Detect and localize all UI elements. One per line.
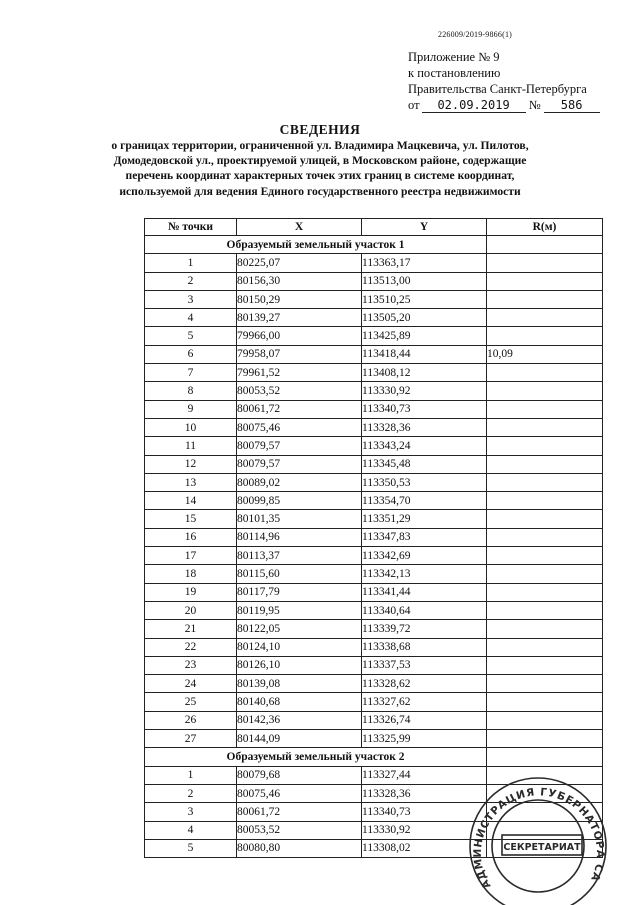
cell-y: 113328,36 <box>362 418 487 436</box>
cell-point-number: 16 <box>145 528 237 546</box>
table-row <box>145 309 603 327</box>
cell-x: 80126,10 <box>237 656 362 674</box>
cell-point-number: 7 <box>145 364 237 382</box>
cell-point-number: 24 <box>145 675 237 693</box>
cell-x: 80117,79 <box>237 583 362 601</box>
cell-y: 113340,64 <box>362 601 487 619</box>
cell-y: 113325,99 <box>362 730 487 748</box>
table-row <box>145 290 603 308</box>
cell-point-number: 15 <box>145 510 237 528</box>
cell-x: 80150,29 <box>237 290 362 308</box>
cell-radius <box>487 711 603 729</box>
cell-radius <box>487 309 603 327</box>
stamp-ring-text: АДМИНИСТРАЦИЯ ГУБЕРНАТОРА САНКТ-ПЕТЕРБУРГА <box>463 777 607 891</box>
cell-y: 113327,44 <box>362 766 487 784</box>
cell-point-number: 19 <box>145 583 237 601</box>
cell-point-number: 23 <box>145 656 237 674</box>
section-title-empty-cell <box>487 236 603 254</box>
cell-x: 79958,07 <box>237 345 362 363</box>
cell-x: 80225,07 <box>237 254 362 272</box>
column-header-x: X <box>237 219 362 236</box>
table-row <box>145 638 603 656</box>
cell-point-number: 1 <box>145 766 237 784</box>
section-header-row <box>145 748 603 766</box>
appendix-line-3: Правительства Санкт-Петербурга <box>408 82 587 96</box>
cell-point-number: 18 <box>145 565 237 583</box>
cell-point-number: 20 <box>145 601 237 619</box>
cell-radius <box>487 730 603 748</box>
table-row <box>145 766 603 784</box>
cell-point-number: 22 <box>145 638 237 656</box>
cell-point-number: 1 <box>145 254 237 272</box>
cell-y: 113343,24 <box>362 437 487 455</box>
table-row <box>145 437 603 455</box>
cell-y: 113505,20 <box>362 309 487 327</box>
cell-point-number: 27 <box>145 730 237 748</box>
cell-point-number: 3 <box>145 803 237 821</box>
cell-radius <box>487 492 603 510</box>
cell-radius <box>487 254 603 272</box>
table-row <box>145 492 603 510</box>
table-row <box>145 547 603 565</box>
cell-x: 80101,35 <box>237 510 362 528</box>
number-label: № <box>528 98 541 112</box>
document-title: СВЕДЕНИЯ <box>279 122 361 137</box>
cell-x: 80079,57 <box>237 455 362 473</box>
cell-y: 113326,74 <box>362 711 487 729</box>
cell-point-number: 5 <box>145 327 237 345</box>
table-row <box>145 601 603 619</box>
table-row <box>145 382 603 400</box>
table-row <box>145 345 603 363</box>
cell-radius <box>487 620 603 638</box>
section-title: Образуемый земельный участок 1 <box>145 236 487 254</box>
document-subtitle: о границах территории, ограниченной ул. Владимира Мацкевича, ул. Пилотов, Домодедовской ул., проектируемой улицей, в Московском районе, содержащие перечень координат характерных точек этих границ в системе координат, используемой для ведения Единого государственного реестра недвижимости <box>111 139 529 198</box>
cell-y: 113347,83 <box>362 528 487 546</box>
cell-radius <box>487 693 603 711</box>
table-row <box>145 473 603 491</box>
cell-y: 113327,62 <box>362 693 487 711</box>
cell-x: 80124,10 <box>237 638 362 656</box>
table-row <box>145 254 603 272</box>
cell-point-number: 4 <box>145 309 237 327</box>
table-row <box>145 693 603 711</box>
cell-x: 80139,27 <box>237 309 362 327</box>
table-row <box>145 364 603 382</box>
decree-date: 02.09.2019 <box>422 99 526 113</box>
table-header-row <box>145 219 603 236</box>
cell-y: 113363,17 <box>362 254 487 272</box>
cell-y: 113328,36 <box>362 784 487 802</box>
stamp-center-text: СЕКРЕТАРИАТ <box>503 842 581 853</box>
cell-radius <box>487 272 603 290</box>
cell-point-number: 5 <box>145 839 237 857</box>
cell-y: 113330,92 <box>362 821 487 839</box>
cell-x: 80053,52 <box>237 382 362 400</box>
table-row <box>145 272 603 290</box>
cell-x: 80089,02 <box>237 473 362 491</box>
cell-x: 80061,72 <box>237 400 362 418</box>
cell-y: 113354,70 <box>362 492 487 510</box>
cell-y: 113351,29 <box>362 510 487 528</box>
cell-y: 113337,53 <box>362 656 487 674</box>
cell-radius <box>487 437 603 455</box>
cell-radius <box>487 638 603 656</box>
table-row <box>145 327 603 345</box>
appendix-block <box>408 49 600 113</box>
section-header-row <box>145 236 603 254</box>
cell-x: 80075,46 <box>237 784 362 802</box>
cell-x: 80114,96 <box>237 528 362 546</box>
cell-radius <box>487 418 603 436</box>
document-id: 226009/2019-9866(1) <box>438 30 513 39</box>
cell-point-number: 2 <box>145 272 237 290</box>
cell-radius <box>487 583 603 601</box>
cell-point-number: 14 <box>145 492 237 510</box>
column-header-y: Y <box>362 219 487 236</box>
cell-x: 80061,72 <box>237 803 362 821</box>
cell-x: 80156,30 <box>237 272 362 290</box>
table-row <box>145 656 603 674</box>
cell-y: 113328,62 <box>362 675 487 693</box>
cell-radius <box>487 656 603 674</box>
cell-x: 80113,37 <box>237 547 362 565</box>
cell-y: 113340,73 <box>362 400 487 418</box>
cell-y: 113345,48 <box>362 455 487 473</box>
table-row <box>145 620 603 638</box>
cell-point-number: 12 <box>145 455 237 473</box>
table-row <box>145 418 603 436</box>
cell-point-number: 4 <box>145 821 237 839</box>
cell-x: 79966,00 <box>237 327 362 345</box>
cell-radius <box>487 364 603 382</box>
cell-x: 80139,08 <box>237 675 362 693</box>
secretariat-stamp <box>463 777 608 902</box>
cell-x: 80142,36 <box>237 711 362 729</box>
cell-y: 113513,00 <box>362 272 487 290</box>
cell-point-number: 2 <box>145 784 237 802</box>
cell-y: 113339,72 <box>362 620 487 638</box>
decree-number: 586 <box>544 99 600 113</box>
cell-y: 113425,89 <box>362 327 487 345</box>
cell-y: 113330,92 <box>362 382 487 400</box>
cell-radius <box>487 565 603 583</box>
cell-y: 113510,25 <box>362 290 487 308</box>
cell-y: 113308,02 <box>362 839 487 857</box>
cell-radius: 10,09 <box>487 345 603 363</box>
cell-point-number: 8 <box>145 382 237 400</box>
cell-radius <box>487 766 603 784</box>
cell-point-number: 6 <box>145 345 237 363</box>
table-row <box>145 400 603 418</box>
appendix-date-row <box>408 97 600 113</box>
cell-x: 80079,68 <box>237 766 362 784</box>
table-row <box>145 528 603 546</box>
cell-radius <box>487 290 603 308</box>
cell-radius <box>487 547 603 565</box>
coordinates-table <box>144 218 603 858</box>
cell-point-number: 3 <box>145 290 237 308</box>
appendix-line-2: к постановлению <box>408 66 501 80</box>
cell-point-number: 21 <box>145 620 237 638</box>
appendix-line-1: Приложение № 9 <box>408 50 500 64</box>
cell-y: 113341,44 <box>362 583 487 601</box>
cell-y: 113338,68 <box>362 638 487 656</box>
cell-radius <box>487 675 603 693</box>
cell-point-number: 26 <box>145 711 237 729</box>
cell-x: 80080,80 <box>237 839 362 857</box>
cell-y: 113342,69 <box>362 547 487 565</box>
cell-x: 80099,85 <box>237 492 362 510</box>
cell-radius <box>487 382 603 400</box>
cell-y: 113342,13 <box>362 565 487 583</box>
table-row <box>145 730 603 748</box>
cell-x: 80079,57 <box>237 437 362 455</box>
cell-radius <box>487 327 603 345</box>
cell-radius <box>487 473 603 491</box>
cell-radius <box>487 510 603 528</box>
cell-x: 79961,52 <box>237 364 362 382</box>
cell-radius <box>487 528 603 546</box>
section-title: Образуемый земельный участок 2 <box>145 748 487 766</box>
cell-y: 113340,73 <box>362 803 487 821</box>
cell-y: 113418,44 <box>362 345 487 363</box>
cell-radius <box>487 455 603 473</box>
cell-y: 113408,12 <box>362 364 487 382</box>
table-row <box>145 510 603 528</box>
from-label: от <box>408 98 420 112</box>
cell-x: 80140,68 <box>237 693 362 711</box>
cell-radius <box>487 601 603 619</box>
cell-point-number: 13 <box>145 473 237 491</box>
cell-x: 80053,52 <box>237 821 362 839</box>
cell-point-number: 11 <box>145 437 237 455</box>
cell-radius <box>487 400 603 418</box>
table-row <box>145 711 603 729</box>
cell-x: 80119,95 <box>237 601 362 619</box>
cell-point-number: 17 <box>145 547 237 565</box>
table-row <box>145 583 603 601</box>
cell-x: 80122,05 <box>237 620 362 638</box>
column-header-r: R(м) <box>487 219 603 236</box>
section-title-empty-cell <box>487 748 603 766</box>
table-row <box>145 565 603 583</box>
cell-point-number: 25 <box>145 693 237 711</box>
table-row <box>145 675 603 693</box>
cell-y: 113350,53 <box>362 473 487 491</box>
cell-x: 80115,60 <box>237 565 362 583</box>
cell-point-number: 10 <box>145 418 237 436</box>
column-header-point: № точки <box>145 219 237 236</box>
cell-point-number: 9 <box>145 400 237 418</box>
cell-x: 80075,46 <box>237 418 362 436</box>
table-row <box>145 455 603 473</box>
cell-x: 80144,09 <box>237 730 362 748</box>
